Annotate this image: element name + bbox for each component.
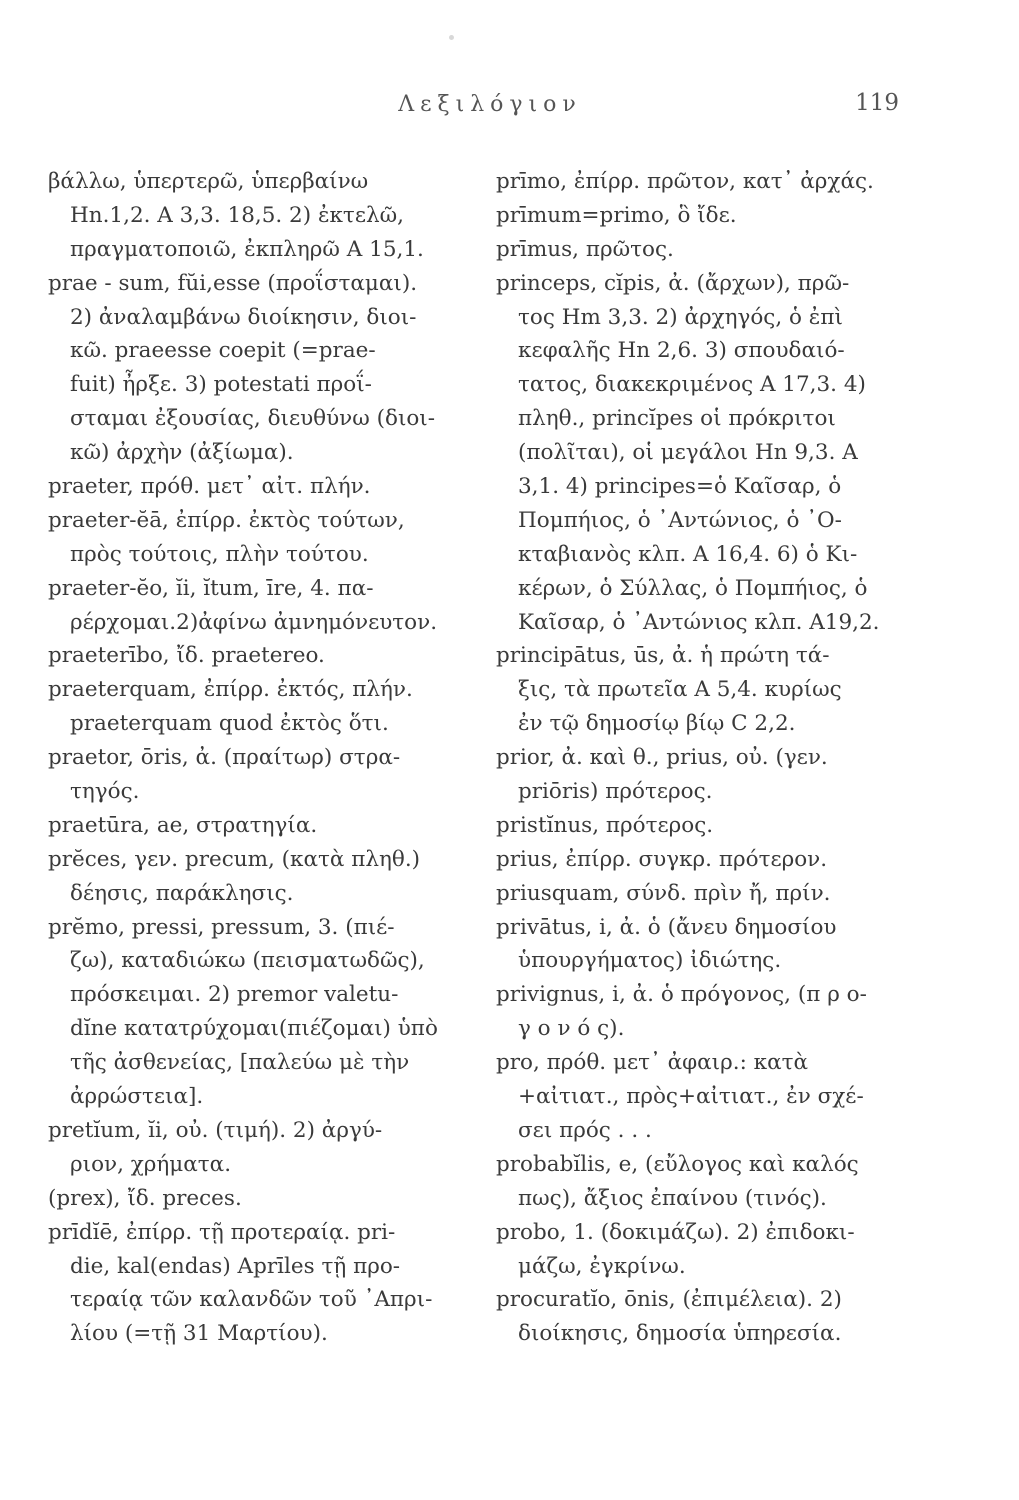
right-column — [496, 165, 936, 1351]
entry-line: ρέρχομαι.2)ἀφίνω ἀμνημόνευτον. — [70, 609, 438, 635]
entry-line: praetūra, ae, στρατηγία. — [48, 812, 318, 838]
entry-line: 2) ἀναλαμβάνω διοίκησιν, διοι- — [70, 304, 417, 330]
entry-line: praeterquam, ἐπίρρ. ἐκτός, πλήν. — [48, 677, 413, 703]
left-column — [48, 165, 488, 1351]
entry-line: dĭne κατατρύχομαι(πιέζομαι) ὑπὸ — [70, 1016, 438, 1042]
entry-line: praeter-ĕā, ἐπίρρ. ἐκτὸς τούτων, — [48, 507, 405, 533]
entry-line: probo, 1. (δοκιμάζω). 2) ἐπιδοκι- — [496, 1219, 855, 1245]
page-number: 119 — [855, 90, 899, 116]
entry-line: Hn.1,2. A 3,3. 18,5. 2) ἐκτελῶ, — [70, 202, 404, 228]
entry-line: pristĭnus, πρότερος. — [496, 812, 714, 838]
entry-line: ἀρρώστεια]. — [70, 1084, 204, 1110]
entry-line: ὑπουργήματος) ἰδιώτης. — [518, 948, 782, 974]
entry-line: μάζω, ἐγκρίνω. — [518, 1253, 686, 1279]
entry-line: ξις, τὰ πρωτεῖα A 5,4. κυρίως — [518, 677, 842, 703]
entry-line: βάλλω, ὑπερτερῶ, ὑπερβαίνω — [48, 169, 369, 194]
entry-line: prius, ἐπίρρ. συγκρ. πρότερον. — [496, 846, 828, 872]
entry-line: princeps, cĭpis, ἀ. (ἄρχων), πρῶ- — [496, 270, 850, 296]
entry-line: πρόσκειμαι. 2) premor valetu- — [70, 982, 399, 1008]
entry-line: priōris) πρότερος. — [518, 779, 713, 805]
entry-line: pro, πρόθ. μετ᾿ ἀφαιρ.: κατὰ — [496, 1050, 809, 1076]
entry-line: κέρων, ὁ Σύλλας, ὁ Πομπήιος, ὁ — [518, 575, 868, 601]
entry-line: die, kal(endas) Aprīles τῇ προ- — [70, 1253, 401, 1279]
entry-line: πρὸς τούτοις, πλὴν τούτου. — [70, 541, 369, 567]
entry-line: διοίκησις, δημοσία ὑπηρεσία. — [518, 1321, 842, 1347]
entry-line: σει πρός . . . — [518, 1117, 652, 1143]
entry-line: τος Hm 3,3. 2) ἀρχηγός, ὁ ἐπὶ — [518, 304, 843, 330]
entry-line: praeterībo, ἴδ. praetereo. — [48, 643, 325, 669]
entry-line: δέησις, παράκλησις. — [70, 880, 294, 906]
entry-line: prīdĭē, ἐπίρρ. τῇ προτεραίᾳ. pri- — [48, 1219, 396, 1245]
entry-line: praeter, πρόθ. μετ᾿ αἰτ. πλήν. — [48, 474, 371, 500]
entry-line: (πολῖται), οἱ μεγάλοι Hn 9,3. A — [518, 440, 858, 466]
entry-line: fuit) ἦρξε. 3) potestati προΐ- — [70, 372, 372, 398]
entry-line: praeterquam quod ἐκτὸς ὅτι. — [70, 711, 389, 737]
running-header-title: Λεξιλόγιον — [398, 92, 582, 117]
entry-line: σταμαι ἐξουσίας, διευθύνω (διοι- — [70, 406, 436, 432]
entry-line: praeter-ĕo, ĭi, ĭtum, īre, 4. πα- — [48, 575, 374, 601]
entry-line: procuratĭo, ōnis, (ἐπιμέλεια). 2) — [496, 1287, 842, 1313]
entry-line: ζω), καταδιώκω (πεισματωδῶς), — [70, 948, 425, 974]
entry-line: praetor, ōris, ἀ. (πραίτωρ) στρα- — [48, 745, 401, 771]
entry-line: ἐν τῷ δημοσίῳ βίῳ C 2,2. — [518, 711, 796, 737]
entry-line: priusquam, σύνδ. πρὶν ἤ, πρίν. — [496, 880, 831, 906]
entry-line: κταβιανὸς κλπ. A 16,4. 6) ὁ Κι- — [518, 541, 858, 567]
entry-line: privātus, i, ἀ. ὁ (ἄνευ δημοσίου — [496, 914, 837, 940]
entry-line: κῶ) ἀρχὴν (ἀξίωμα). — [70, 440, 294, 466]
entry-line: κῶ. praeesse coepit (=prae- — [70, 338, 376, 364]
entry-line: ριον, χρήματα. — [70, 1151, 232, 1177]
entry-line: γ ο ν ό ς). — [518, 1016, 625, 1042]
entry-line: τεραίᾳ τῶν καλανδῶν τοῦ ᾿Απρι- — [70, 1287, 433, 1313]
entry-line: 3,1. 4) principes=ὁ Καῖσαρ, ὁ — [518, 474, 842, 500]
entry-line: Πομπήιος, ὁ ᾿Αντώνιος, ὁ ᾿Ο- — [518, 507, 842, 533]
entry-line: prĕces, γεν. precum, (κατὰ πληθ.) — [48, 846, 421, 872]
entry-line: πληθ., princĭpes οἱ πρόκριτοι — [518, 406, 836, 432]
entry-line: prīmus, πρῶτος. — [496, 236, 674, 262]
page-mark-dot — [449, 35, 454, 40]
entry-line: prae - sum, fŭi,esse (προΐσταμαι). — [48, 270, 418, 296]
entry-line: prior, ἀ. καὶ θ., prius, οὐ. (γεν. — [496, 745, 828, 771]
entry-line: τηγός. — [70, 779, 140, 805]
entry-line: probabĭlis, e, (εὔλογος καὶ καλός — [496, 1151, 859, 1177]
entry-line: Καῖσαρ, ὁ ᾿Αντώνιος κλπ. A19,2. — [518, 609, 880, 635]
entry-line: κεφαλῆς Hn 2,6. 3) σπουδαιό- — [518, 338, 845, 364]
entry-line: πραγματοποιῶ, ἐκπληρῶ A 15,1. — [70, 236, 424, 262]
entry-line: privignus, i, ἀ. ὁ πρόγονος, (π ρ ο- — [496, 982, 867, 1008]
entry-line: (prex), ἴδ. preces. — [48, 1185, 242, 1211]
entry-line: πως), ἄξιος ἐπαίνου (τινός). — [518, 1185, 827, 1211]
entry-line: λίου (=τῇ 31 Μαρτίου). — [70, 1321, 328, 1347]
entry-line: prĕmo, pressi, pressum, 3. (πιέ- — [48, 914, 395, 940]
entry-line: prīmum=primo, ὃ ἴδε. — [496, 202, 737, 228]
entry-line: +αἰτιατ., πρὸς+αἰτιατ., ἐν σχέ- — [518, 1084, 864, 1110]
entry-line: pretĭum, ĭi, οὐ. (τιμή). 2) ἀργύ- — [48, 1117, 383, 1143]
entry-line: τῆς ἀσθενείας, [παλεύω μὲ τὴν — [70, 1050, 410, 1076]
entry-line: τατος, διακεκριμένος A 17,3. 4) — [518, 372, 866, 398]
entry-line: prīmo, ἐπίρρ. πρῶτον, κατ᾿ ἀρχάς. — [496, 169, 874, 194]
entry-line: principātus, ūs, ἀ. ἡ πρώτη τά- — [496, 643, 830, 669]
